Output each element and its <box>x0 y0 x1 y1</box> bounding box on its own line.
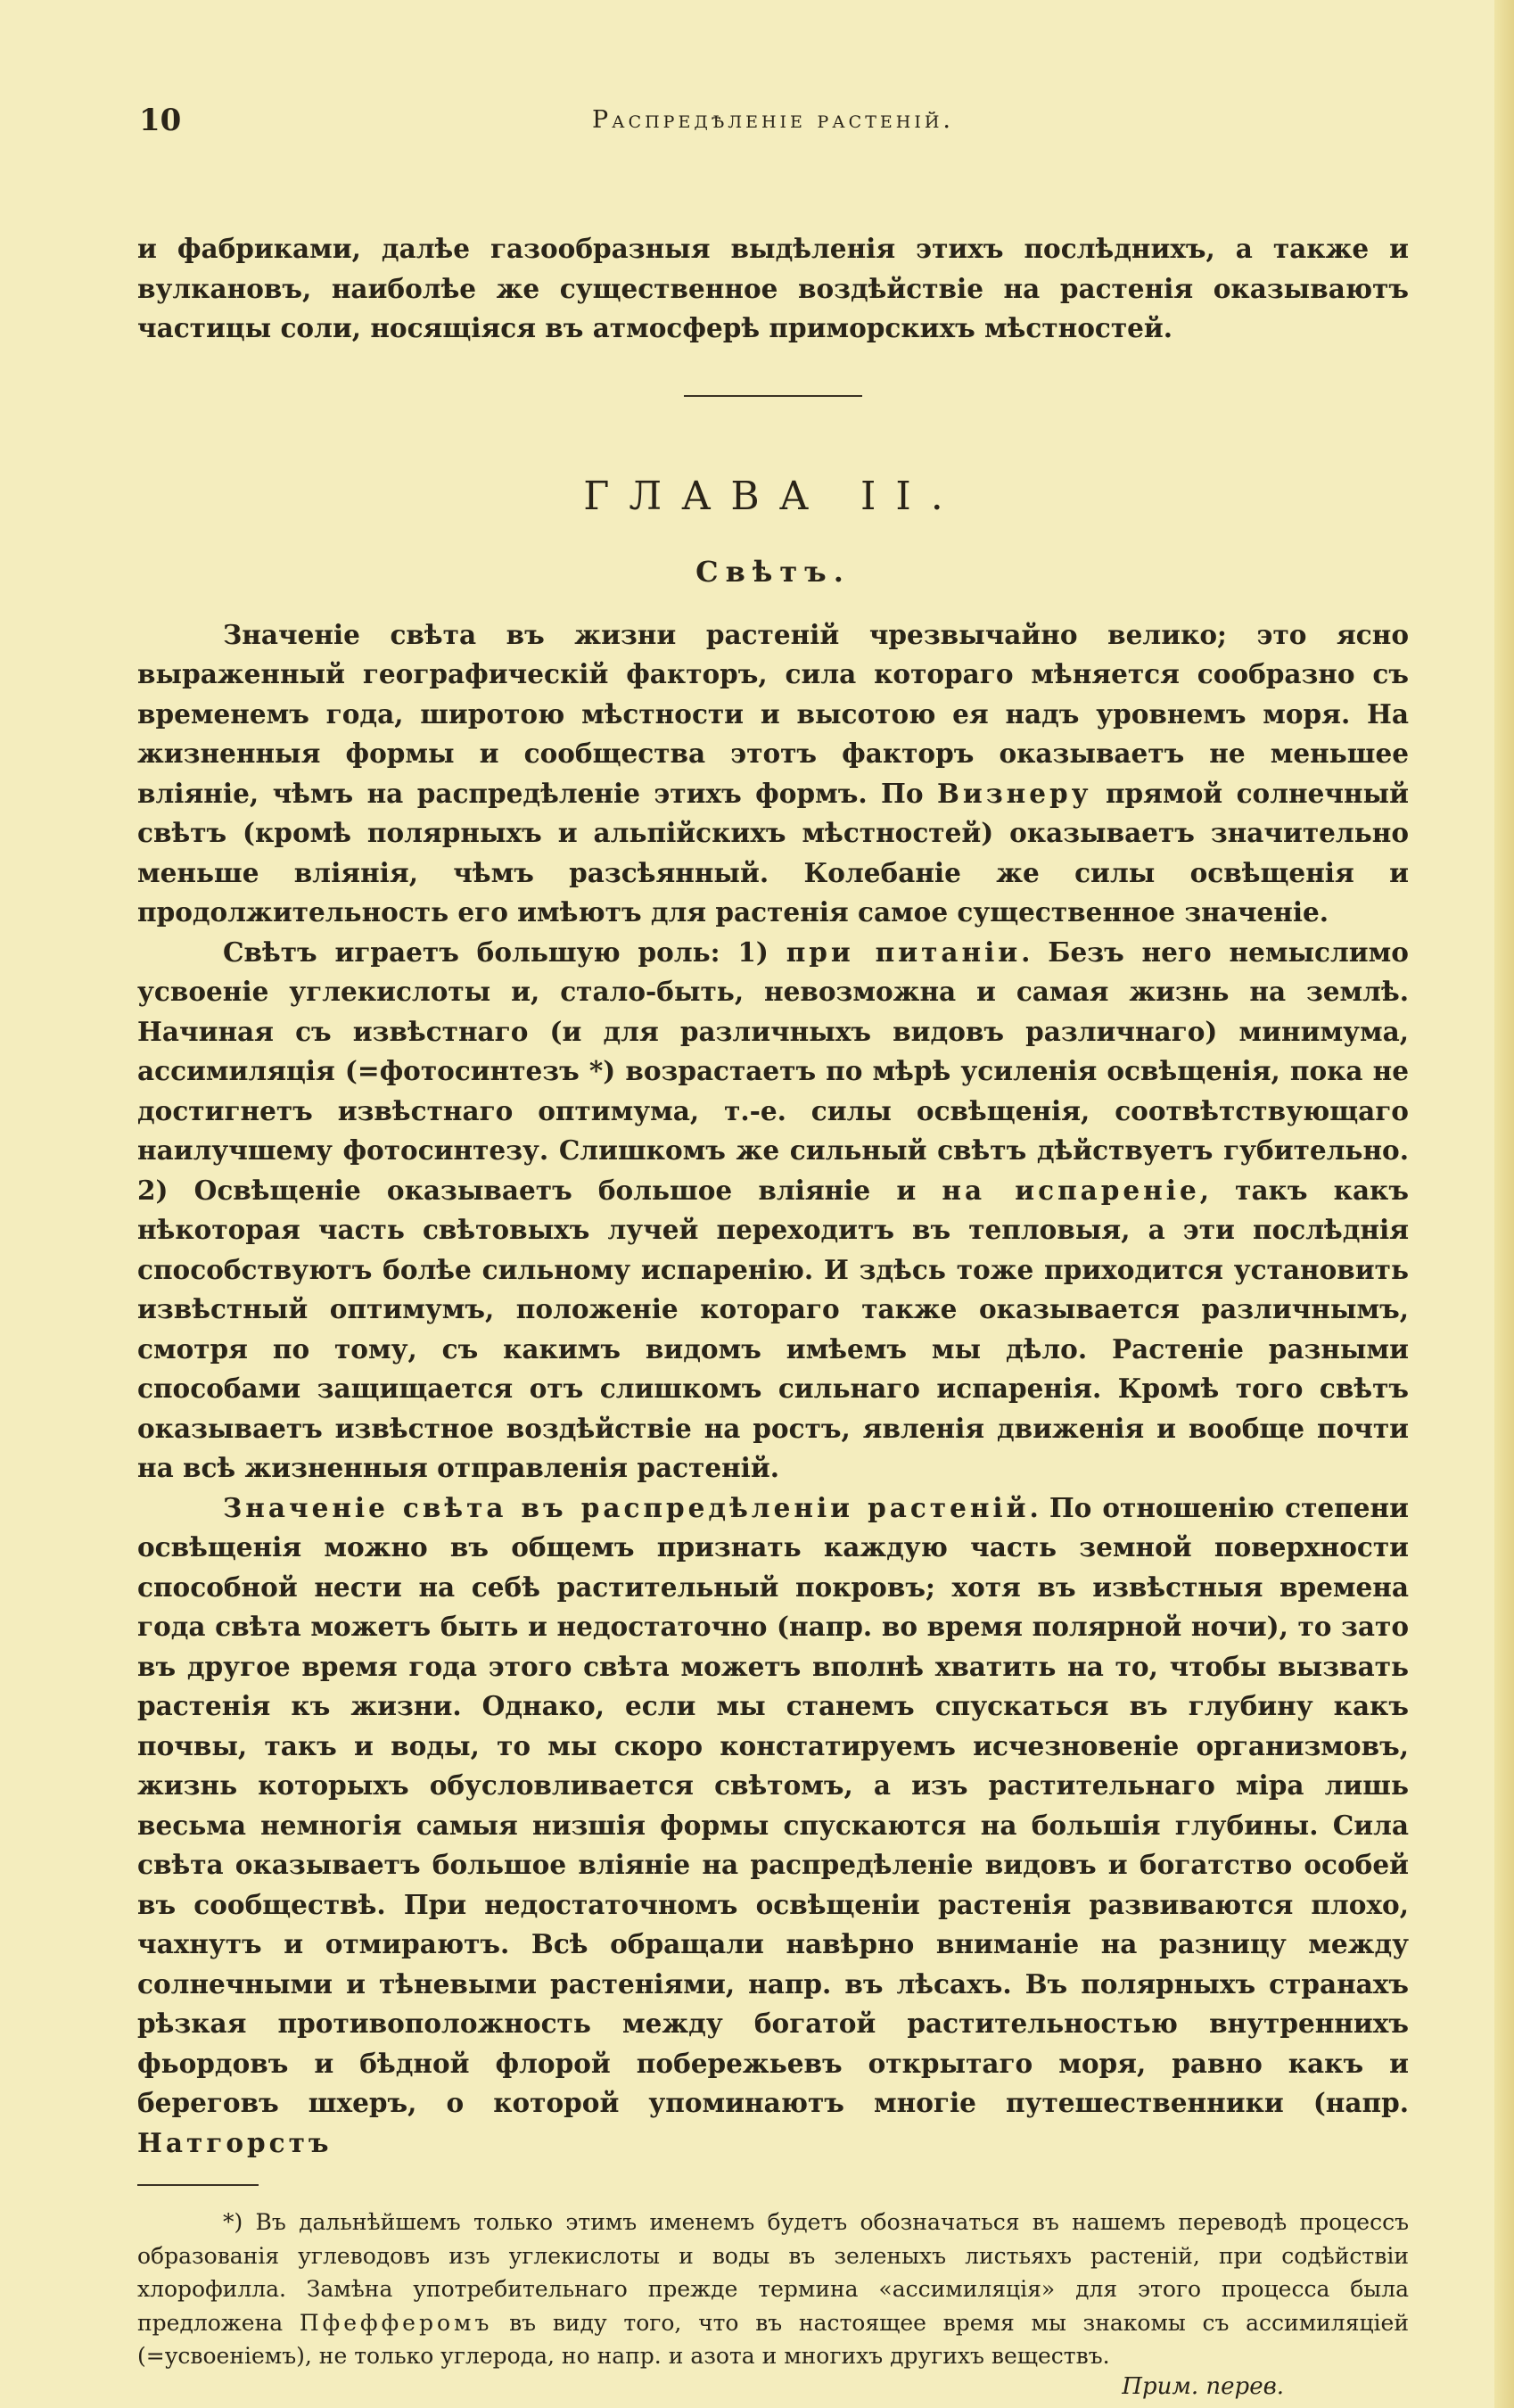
page-number: 10 <box>139 103 182 138</box>
paragraph-light-role <box>137 933 1409 1489</box>
author-name: Пфефферомъ <box>299 2309 493 2336</box>
running-title: Распредѣленіе растеній. <box>592 106 954 134</box>
term-nutrition: при питаніи <box>786 936 1022 968</box>
text-run: . По отношенію степени освѣщенія можно въ общемъ признать каждую часть земной поверхности способной нести на себѣ растительный покровъ; хотя въ извѣстныя времена года свѣта можетъ быть и недостаточно (напр. во время полярной ночи), то зато въ другое время года этого свѣта можетъ вполнѣ хватить на то, чтобы вызвать растенія къ жизни. Однако, если мы станемъ спускаться въ глубину какъ почвы, такъ и воды, то мы скоро констатируемъ исчезновеніе организмовъ, жизнь которыхъ обусловливается свѣтомъ, а изъ растительнаго міра лишь весьма немногія самыя низшія формы спускаются на большія глубины. Сила свѣта оказываетъ большое вліяніе на распредѣленіе видовъ и богатство особей въ сообществѣ. При недостаточномъ освѣщеніи растенія развиваются плохо, чахнутъ и отмираютъ. Всѣ обращали навѣрно вниманіе на разницу между солнечными и тѣневыми растеніями, напр. въ лѣсахъ. Въ полярныхъ странахъ рѣзкая противоположность между богатой растительностью внутреннихъ фьордовъ и бѣдной флорой побережьевъ открытаго моря, равно какъ и береговъ шхеръ, о которой упоминаютъ многіе путешественники (напр. <box>137 1491 1409 2118</box>
section-divider <box>684 395 862 397</box>
paragraph-light-distribution <box>137 1489 1409 2164</box>
intro-paragraph: и фабриками, далѣе газообразныя выдѣленія этихъ послѣднихъ, а также и вулкановъ, наиболѣе же существенное воздѣйствіе на растенія оказываютъ частицы соли, носящіяся въ атмосферѣ приморскихъ мѣстностей. <box>137 233 1409 343</box>
running-head <box>137 94 1409 147</box>
text-run: , такъ какъ нѣкоторая часть свѣтовыхъ лучей переходитъ въ тепловыя, а эти послѣднія способствуютъ болѣе сильному испаренію. И здѣсь тоже приходится установить извѣстный оптимумъ, положеніе котораго также оказывается различнымъ, смотря по тому, съ какимъ видомъ имѣемъ мы дѣло. Растеніе разными способами защищается отъ слишкомъ сильнаго испаренія. Кромѣ того свѣтъ оказываетъ извѣстное воздѣйствіе на ростъ, явленія движенія и вообще почти на всѣ жизненныя отправленія растеній. <box>137 1174 1409 1483</box>
book-page <box>137 94 1409 2400</box>
text-run: Свѣтъ играетъ большую роль: 1) <box>223 936 786 968</box>
term-evaporation: на испареніе <box>942 1174 1200 1206</box>
author-name: Визнеру <box>937 777 1092 809</box>
chapter-title: ГЛАВА II. <box>583 473 963 519</box>
text-run: въ виду того, что въ настоящее время мы знакомы съ ассимиляціей (=усвоеніемъ), не только углерода, но напр. и азота и многихъ другихъ веществъ. <box>137 2309 1409 2369</box>
text-run: *) Въ дальнѣйшемъ только этимъ именемъ будетъ обозначаться въ нашемъ переводѣ процессъ образованія углеводовъ изъ углекислоты и воды въ зеленыхъ листьяхъ растеній, при содѣйствіи хлорофилла. Замѣна употребительнаго прежде термина «ассимиляція» для этого процесса была предложена <box>137 2209 1409 2336</box>
text-run: . Безъ него немыслимо усвоеніе углекислоты и, стало-быть, невозможна и самая жизнь на землѣ. Начиная съ извѣстнаго (и для различныхъ видовъ различнаго) минимума, ассимиляція (=фотосинтезъ *) возрастаетъ по мѣрѣ усиленія освѣщенія, пока не достигнетъ извѣстнаго оптимума, т.-е. силы освѣщенія, соотвѣтствующаго наилучшему фотосинтезу. Слишкомъ же сильный свѣтъ дѣйствуетъ губительно. 2) Освѣщеніе оказываетъ большое вліяніе и <box>137 936 1409 1206</box>
section-title: Свѣтъ. <box>695 554 851 589</box>
translator-note-signature: Прим. перев. <box>1122 2372 1284 2400</box>
text-run: прямой солнечный свѣтъ (кромѣ полярныхъ и альпійскихъ мѣстностей) оказываетъ значительно меньше вліянія, чѣмъ разсѣянный. Колебаніе же силы освѣщенія и продолжительность его имѣютъ для растенія самое существенное значеніе. <box>137 777 1410 928</box>
paragraph-light-significance <box>137 615 1409 933</box>
author-name: Натгорстъ <box>137 2126 333 2158</box>
page-edge <box>1494 0 1514 2408</box>
subheading-light-distribution: Значеніе свѣта въ распредѣленіи растеній <box>223 1491 1030 1523</box>
footnote-divider <box>137 2184 259 2186</box>
text-run: Значеніе свѣта въ жизни растеній чрезвычайно велико; это ясно выраженный географическій факторъ, сила котораго мѣняется сообразно съ временемъ года, широтою мѣстности и высотою ея надъ уровнемъ моря. На жизненныя формы и сообщества этотъ факторъ оказываетъ не меньшее вліяніе, чѣмъ на распредѣленіе этихъ формъ. По <box>137 618 1409 809</box>
footnote <box>137 2206 1409 2373</box>
